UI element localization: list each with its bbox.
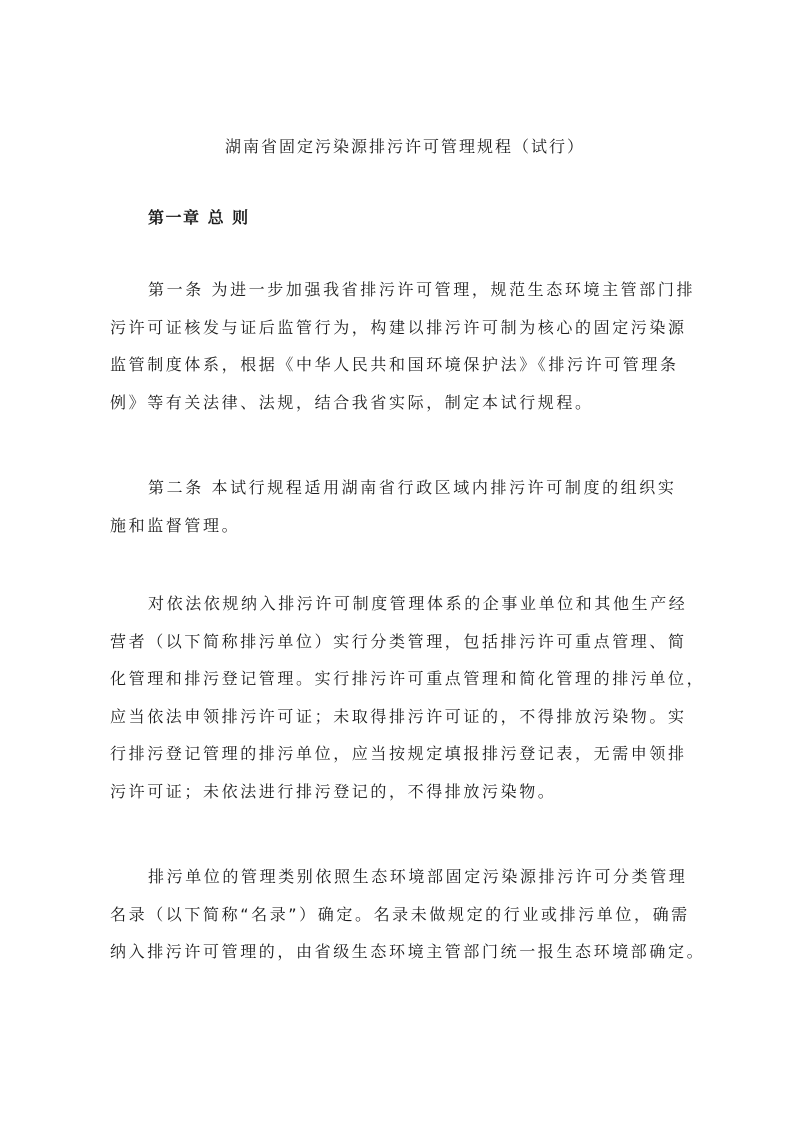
- paragraph-line: 例》等有关法律、法规，结合我省实际，制定本试行规程。: [110, 392, 594, 412]
- paragraph-line: 应当依法申领排污许可证；未取得排污许可证的，不得排放污染物。实: [110, 706, 687, 726]
- paragraph-line: 污许可证；未依法进行排污登记的，不得排放污染物。: [110, 781, 557, 801]
- paragraph-line: 化管理和排污登记管理。实行排污许可重点管理和简化管理的排污单位，: [110, 669, 706, 688]
- paragraph-line: 施和监督管理。: [110, 515, 241, 535]
- paragraph-line: 纳入排污许可管理的，由省级生态环境主管部门统一报生态环境部确定。: [110, 942, 706, 961]
- paragraph-line: 第二条 本试行规程适用湖南省行政区域内排污许可制度的组织实: [148, 478, 677, 497]
- chapter-heading: 第一章 总 则: [148, 208, 250, 227]
- paragraph-line: 对依法依规纳入排污许可制度管理体系的企事业单位和其他生产经: [148, 594, 688, 613]
- paragraph-line: 监管制度体系，根据《中华人民共和国环境保护法》《排污许可管理条: [110, 355, 679, 374]
- paragraph-line: 行排污登记管理的排污单位，应当按规定填报排污登记表，无需申领排: [110, 744, 687, 763]
- paragraph-line: 营者（以下简称排污单位）实行分类管理，包括排污许可重点管理、简: [110, 631, 687, 651]
- paragraph-line: 排污单位的管理类别依照生态环境部固定污染源排污许可分类管理: [148, 867, 688, 886]
- document-title: 湖南省固定污染源排污许可管理规程（试行）: [224, 137, 585, 156]
- paragraph-line: 名录（以下简称“名录”）确定。名录未做规定的行业或排污单位，确需: [110, 904, 690, 924]
- paragraph: [110, 271, 695, 421]
- paragraph: [110, 858, 705, 971]
- paragraph: [110, 585, 705, 810]
- paragraph: [110, 469, 677, 544]
- paragraph-line: 第一条 为进一步加强我省排污许可管理，规范生态环境主管部门排: [148, 280, 696, 299]
- paragraph-line: 污许可证核发与证后监管行为，构建以排污许可制为核心的固定污染源: [110, 317, 687, 337]
